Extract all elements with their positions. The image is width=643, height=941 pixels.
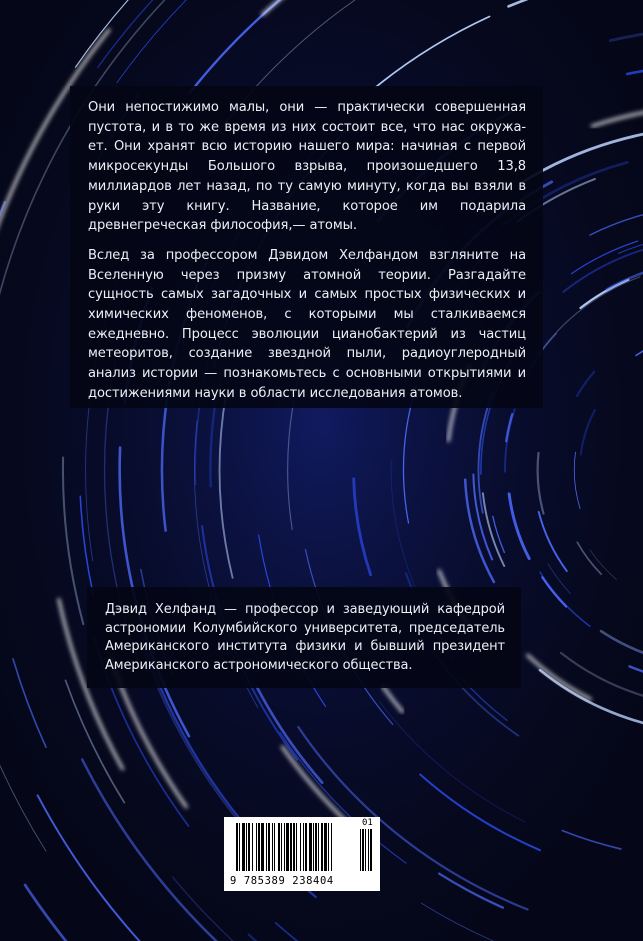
barcode-bar xyxy=(296,823,297,871)
barcode-bar xyxy=(324,823,327,871)
barcode-addon: 01 xyxy=(362,818,373,828)
isbn-barcode xyxy=(224,817,380,891)
barcode-bar xyxy=(303,823,304,871)
blurb-paragraph-2: Вслед за профессором Дэвидом Хелфандом взгляните на Вселенную через призму атомной теории. Разгадайте сущность самых загадочных и самых простых физических и химических феноменов, с которыми мы сталкиваемся ежедневно. Процесс эволюции цианобактерий из частиц метеоритов, создание звездной пыли, радиоуглеродный анализ истории — познакомьтесь с основными открытиями и достижениями науки в области исследования атомов. xyxy=(88,247,526,401)
barcode-addon-bar xyxy=(365,829,366,871)
barcode-bar xyxy=(261,823,264,871)
barcode-bar xyxy=(236,823,238,871)
barcode-bar xyxy=(248,823,250,871)
barcode-bar xyxy=(272,823,273,871)
author-bio-text: Дэвид Хелфанд — профессор и заведующий кафедрой астрономии Колумбийского университета, председатель Американского института физики и бывший президент Американского астрономического общества. xyxy=(105,602,505,673)
barcode-bar xyxy=(278,823,280,871)
barcode-addon-bar xyxy=(362,829,364,871)
barcode-bar xyxy=(313,823,314,871)
barcode-bar xyxy=(268,823,270,871)
barcode-bar xyxy=(281,823,282,871)
author-bio-panel xyxy=(87,587,521,688)
barcode-bar xyxy=(246,823,247,871)
barcode-bar xyxy=(315,823,317,871)
barcode-bar xyxy=(274,823,275,871)
barcode-bar xyxy=(290,823,292,871)
barcode-bar xyxy=(239,823,240,871)
barcode-bar xyxy=(286,823,289,871)
barcode-bar xyxy=(284,823,285,871)
barcode-bar xyxy=(305,823,307,871)
barcode-bar xyxy=(266,823,267,871)
barcode-addon-bar xyxy=(368,829,369,871)
blurb-paragraph-1: Они непостижимо малы, они — практически совершенная пустота, и в то же время из них состоит все, что нас окружа-ет. Они хранят всю историю нашего мира: начиная с первой микросекунды Большого взрыва, произошедшего 13,8 миллиардов лет назад, по ту самую минуту, когда вы взяли в руки эту книгу. Название, которое им подарила древнегреческая философия,— атомы. xyxy=(88,100,526,234)
barcode-bar xyxy=(321,823,323,871)
barcode-bar xyxy=(300,823,301,871)
barcode-bar xyxy=(242,823,245,871)
barcode-addon-bar xyxy=(360,829,361,871)
blurb-panel xyxy=(70,86,543,408)
barcode-bar xyxy=(328,823,329,871)
barcode-bar xyxy=(331,823,332,871)
barcode-bar xyxy=(309,823,312,871)
barcode-bar xyxy=(293,823,295,871)
isbn-digits: 9 785389 238404 xyxy=(230,875,334,887)
barcode-bar xyxy=(318,823,319,871)
barcode-bar xyxy=(252,823,253,871)
barcode-bar xyxy=(258,823,260,871)
barcode-bar xyxy=(256,823,257,871)
barcode-addon-bar xyxy=(370,829,372,871)
